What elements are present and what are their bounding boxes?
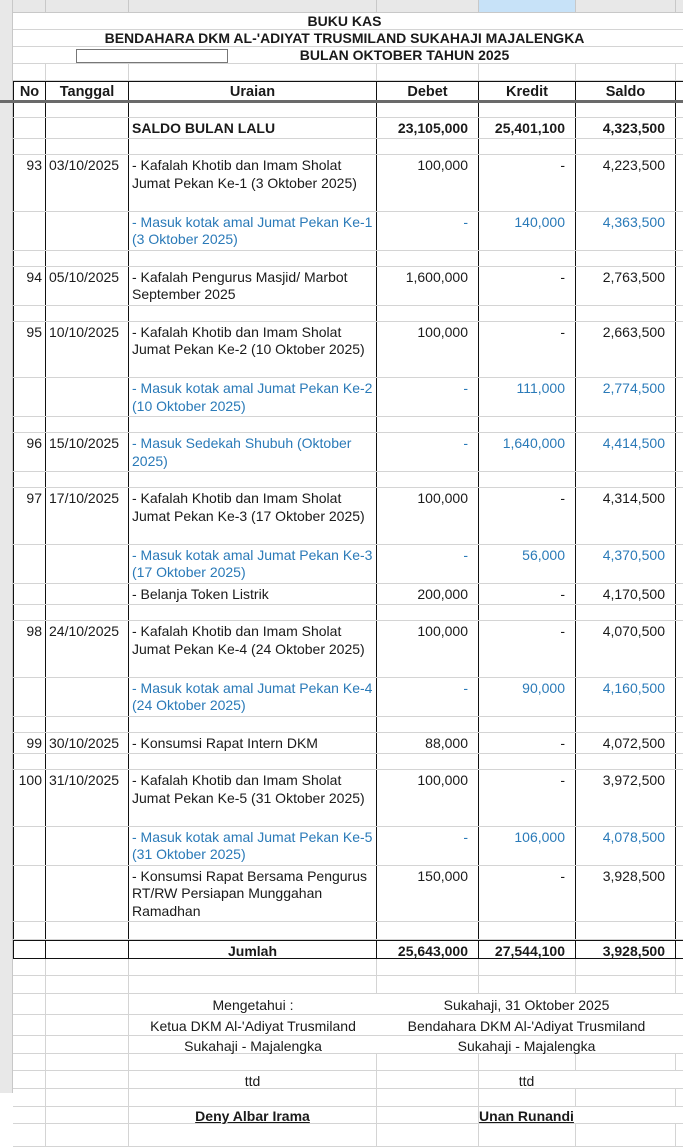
entry-debet: 1,600,000 [377, 267, 479, 305]
total-debet: 25,643,000 [377, 941, 479, 958]
spacer-row [13, 605, 683, 621]
sig-right-line1: Sukahaji, 31 Oktober 2025 [443, 997, 610, 1013]
entry-debet: 100,000 [377, 621, 479, 677]
spacer-row [13, 139, 683, 155]
entry-description: - Masuk kotak amal Jumat Pekan Ke-2 (10 Oktober 2025) [129, 378, 377, 416]
table-row[interactable] [13, 322, 683, 379]
column-header-b[interactable] [46, 0, 129, 12]
entry-kredit: - [479, 733, 576, 754]
spreadsheet-grid [13, 13, 683, 1147]
entry-description: - Kafalah Khotib dan Imam Sholat Jumat Pekan Ke-3 (17 Oktober 2025) [129, 488, 377, 544]
table-row[interactable] [13, 827, 683, 866]
entry-debet: 100,000 [377, 770, 479, 826]
column-header-d[interactable] [377, 0, 479, 12]
title-row [13, 13, 683, 30]
entry-saldo: 4,363,500 [576, 212, 676, 250]
table-row[interactable] [13, 212, 683, 251]
entry-debet: 100,000 [377, 322, 479, 378]
total-label: Jumlah [129, 941, 377, 958]
entry-no: 96 [13, 433, 46, 471]
header-no: No [13, 82, 46, 100]
entry-no [13, 678, 46, 716]
table-row[interactable] [13, 866, 683, 923]
report-period: BULAN OKTOBER TAHUN 2025 [299, 47, 510, 63]
table-row[interactable] [13, 733, 683, 755]
report-title: BUKU KAS [307, 13, 382, 29]
table-header-row [13, 81, 683, 100]
entry-description: - Masuk kotak amal Jumat Pekan Ke-1 (3 Oktober 2025) [129, 212, 377, 250]
entry-description: - Konsumsi Rapat Intern DKM [129, 733, 377, 754]
entry-saldo: 4,160,500 [576, 678, 676, 716]
entry-kredit: 106,000 [479, 827, 576, 865]
spacer-row [13, 717, 683, 733]
sig-right-line3: Sukahaji - Majalengka [457, 1038, 596, 1054]
entry-date: 17/10/2025 [46, 488, 129, 544]
entry-saldo: 2,774,500 [576, 378, 676, 416]
opening-debet: 23,105,000 [377, 118, 479, 138]
entry-saldo: 4,078,500 [576, 827, 676, 865]
entry-no [13, 584, 46, 605]
sig-left-name: Deny Albar Irama [195, 1108, 310, 1124]
table-row[interactable] [13, 433, 683, 472]
entry-debet: - [377, 378, 479, 416]
entry-no: 99 [13, 733, 46, 754]
entry-date [46, 584, 129, 605]
entry-description: - Kafalah Pengurus Masjid/ Marbot September 2025 [129, 267, 377, 305]
entry-saldo: 2,763,500 [576, 267, 676, 305]
entry-no [13, 866, 46, 922]
total-saldo: 3,928,500 [576, 941, 676, 958]
entry-kredit: 56,000 [479, 545, 576, 583]
signature-row-ttd [13, 1071, 683, 1089]
table-row[interactable] [13, 545, 683, 584]
entry-kredit: 111,000 [479, 378, 576, 416]
entry-kredit: - [479, 267, 576, 305]
opening-balance-row [13, 118, 683, 139]
entry-no: 97 [13, 488, 46, 544]
entry-kredit: - [479, 322, 576, 378]
entry-no [13, 545, 46, 583]
row-header-bar[interactable] [0, 12, 13, 1093]
table-row[interactable] [13, 621, 683, 678]
column-header-f[interactable] [576, 0, 676, 12]
signature-row-names [13, 1107, 683, 1124]
entry-saldo: 2,663,500 [576, 322, 676, 378]
entry-no [13, 378, 46, 416]
entry-description: - Masuk kotak amal Jumat Pekan Ke-5 (31 Oktober 2025) [129, 827, 377, 865]
entry-description: - Masuk kotak amal Jumat Pekan Ke-4 (24 Oktober 2025) [129, 678, 377, 716]
entry-kredit: - [479, 584, 576, 605]
entry-kredit: - [479, 866, 576, 922]
sig-left-line1: Mengetahui : [212, 997, 294, 1013]
entry-kredit: 140,000 [479, 212, 576, 250]
entry-description: - Belanja Token Listrik [129, 584, 377, 605]
entry-description: - Masuk kotak amal Jumat Pekan Ke-3 (17 Oktober 2025) [129, 545, 377, 583]
entry-saldo: 3,928,500 [576, 866, 676, 922]
total-row [13, 940, 683, 959]
header-debet: Debet [377, 82, 479, 100]
entry-saldo: 4,414,500 [576, 433, 676, 471]
signature-row-2 [13, 1015, 683, 1036]
spacer-row [13, 251, 683, 267]
entry-date: 15/10/2025 [46, 433, 129, 471]
table-row[interactable] [13, 267, 683, 306]
entry-no: 98 [13, 621, 46, 677]
entry-no [13, 827, 46, 865]
entry-no: 94 [13, 267, 46, 305]
entry-date [46, 545, 129, 583]
entry-saldo: 4,314,500 [576, 488, 676, 544]
sig-right-line2: Bendahara DKM Al-'Adiyat Trusmiland [407, 1018, 646, 1034]
entry-date: 03/10/2025 [46, 155, 129, 211]
ledger-entries [13, 139, 683, 940]
entry-date [46, 866, 129, 922]
entry-debet: - [377, 678, 479, 716]
entry-saldo: 4,170,500 [576, 584, 676, 605]
spacer-row [13, 922, 683, 940]
table-row[interactable] [13, 770, 683, 827]
spacer-row [13, 103, 683, 118]
entry-debet: - [377, 212, 479, 250]
entry-kredit: - [479, 621, 576, 677]
sig-left-ttd: ttd [129, 1071, 377, 1088]
signature-row-3 [13, 1036, 683, 1054]
total-kredit: 27,544,100 [479, 941, 576, 958]
entry-date: 30/10/2025 [46, 733, 129, 754]
entry-date: 05/10/2025 [46, 267, 129, 305]
signature-row-1 [13, 994, 683, 1015]
header-tanggal: Tanggal [46, 82, 129, 100]
table-row[interactable] [13, 678, 683, 717]
spacer-row [13, 306, 683, 322]
table-row[interactable] [13, 378, 683, 417]
entry-debet: 100,000 [377, 155, 479, 211]
entry-no: 100 [13, 770, 46, 826]
entry-description: - Kafalah Khotib dan Imam Sholat Jumat Pekan Ke-4 (24 Oktober 2025) [129, 621, 377, 677]
entry-description: - Kafalah Khotib dan Imam Sholat Jumat Pekan Ke-2 (10 Oktober 2025) [129, 322, 377, 378]
entry-description: - Konsumsi Rapat Bersama Pengurus RT/RW Persiapan Munggahan Ramadhan [129, 866, 377, 922]
entry-kredit: - [479, 488, 576, 544]
column-header-e[interactable] [479, 0, 576, 12]
table-row[interactable] [13, 584, 683, 606]
spacer-row [13, 754, 683, 770]
entry-description: - Kafalah Khotib dan Imam Sholat Jumat Pekan Ke-1 (3 Oktober 2025) [129, 155, 377, 211]
entry-debet: - [377, 545, 479, 583]
entry-date [46, 378, 129, 416]
entry-date [46, 827, 129, 865]
entry-no: 93 [13, 155, 46, 211]
header-uraian: Uraian [129, 82, 377, 100]
entry-date [46, 212, 129, 250]
entry-description: - Masuk Sedekah Shubuh (Oktober 2025) [129, 433, 377, 471]
entry-date [46, 678, 129, 716]
sig-right-name: Unan Runandi [479, 1108, 574, 1124]
column-header-c[interactable] [129, 0, 377, 12]
entry-debet: - [377, 433, 479, 471]
table-row[interactable] [13, 488, 683, 545]
blank-row [13, 64, 683, 81]
entry-kredit: - [479, 770, 576, 826]
entry-no [13, 212, 46, 250]
opening-label: SALDO BULAN LALU [129, 118, 377, 138]
entry-debet: 88,000 [377, 733, 479, 754]
entry-kredit: - [479, 155, 576, 211]
entry-debet: 100,000 [377, 488, 479, 544]
period-row [13, 47, 683, 64]
sig-left-line3: Sukahaji - Majalengka [184, 1038, 322, 1054]
sig-right-ttd: ttd [518, 1073, 535, 1089]
entry-date: 10/10/2025 [46, 322, 129, 378]
entry-date: 31/10/2025 [46, 770, 129, 826]
report-subtitle: BENDAHARA DKM AL-'ADIYAT TRUSMILAND SUKAHAJI MAJALENGKA [104, 30, 585, 46]
entry-debet: 200,000 [377, 584, 479, 605]
header-kredit: Kredit [479, 82, 576, 100]
table-row[interactable] [13, 155, 683, 212]
column-header-bar [0, 0, 683, 13]
entry-description: - Kafalah Khotib dan Imam Sholat Jumat Pekan Ke-5 (31 Oktober 2025) [129, 770, 377, 826]
sig-left-line2: Ketua DKM Al-'Adiyat Trusmiland [150, 1018, 356, 1034]
entry-saldo: 4,072,500 [576, 733, 676, 754]
entry-saldo: 4,223,500 [576, 155, 676, 211]
entry-kredit: 1,640,000 [479, 433, 576, 471]
header-saldo: Saldo [576, 82, 676, 100]
spacer-row [13, 472, 683, 488]
spacer-row [13, 417, 683, 433]
entry-saldo: 4,370,500 [576, 545, 676, 583]
entry-no: 95 [13, 322, 46, 378]
entry-saldo: 4,070,500 [576, 621, 676, 677]
subtitle-row [13, 30, 683, 47]
select-all-corner[interactable] [0, 0, 13, 12]
entry-debet: 150,000 [377, 866, 479, 922]
entry-debet: - [377, 827, 479, 865]
column-header-a[interactable] [13, 0, 46, 12]
opening-kredit: 25,401,100 [479, 118, 576, 138]
entry-kredit: 90,000 [479, 678, 576, 716]
opening-saldo: 4,323,500 [576, 118, 676, 138]
entry-date: 24/10/2025 [46, 621, 129, 677]
entry-saldo: 3,972,500 [576, 770, 676, 826]
